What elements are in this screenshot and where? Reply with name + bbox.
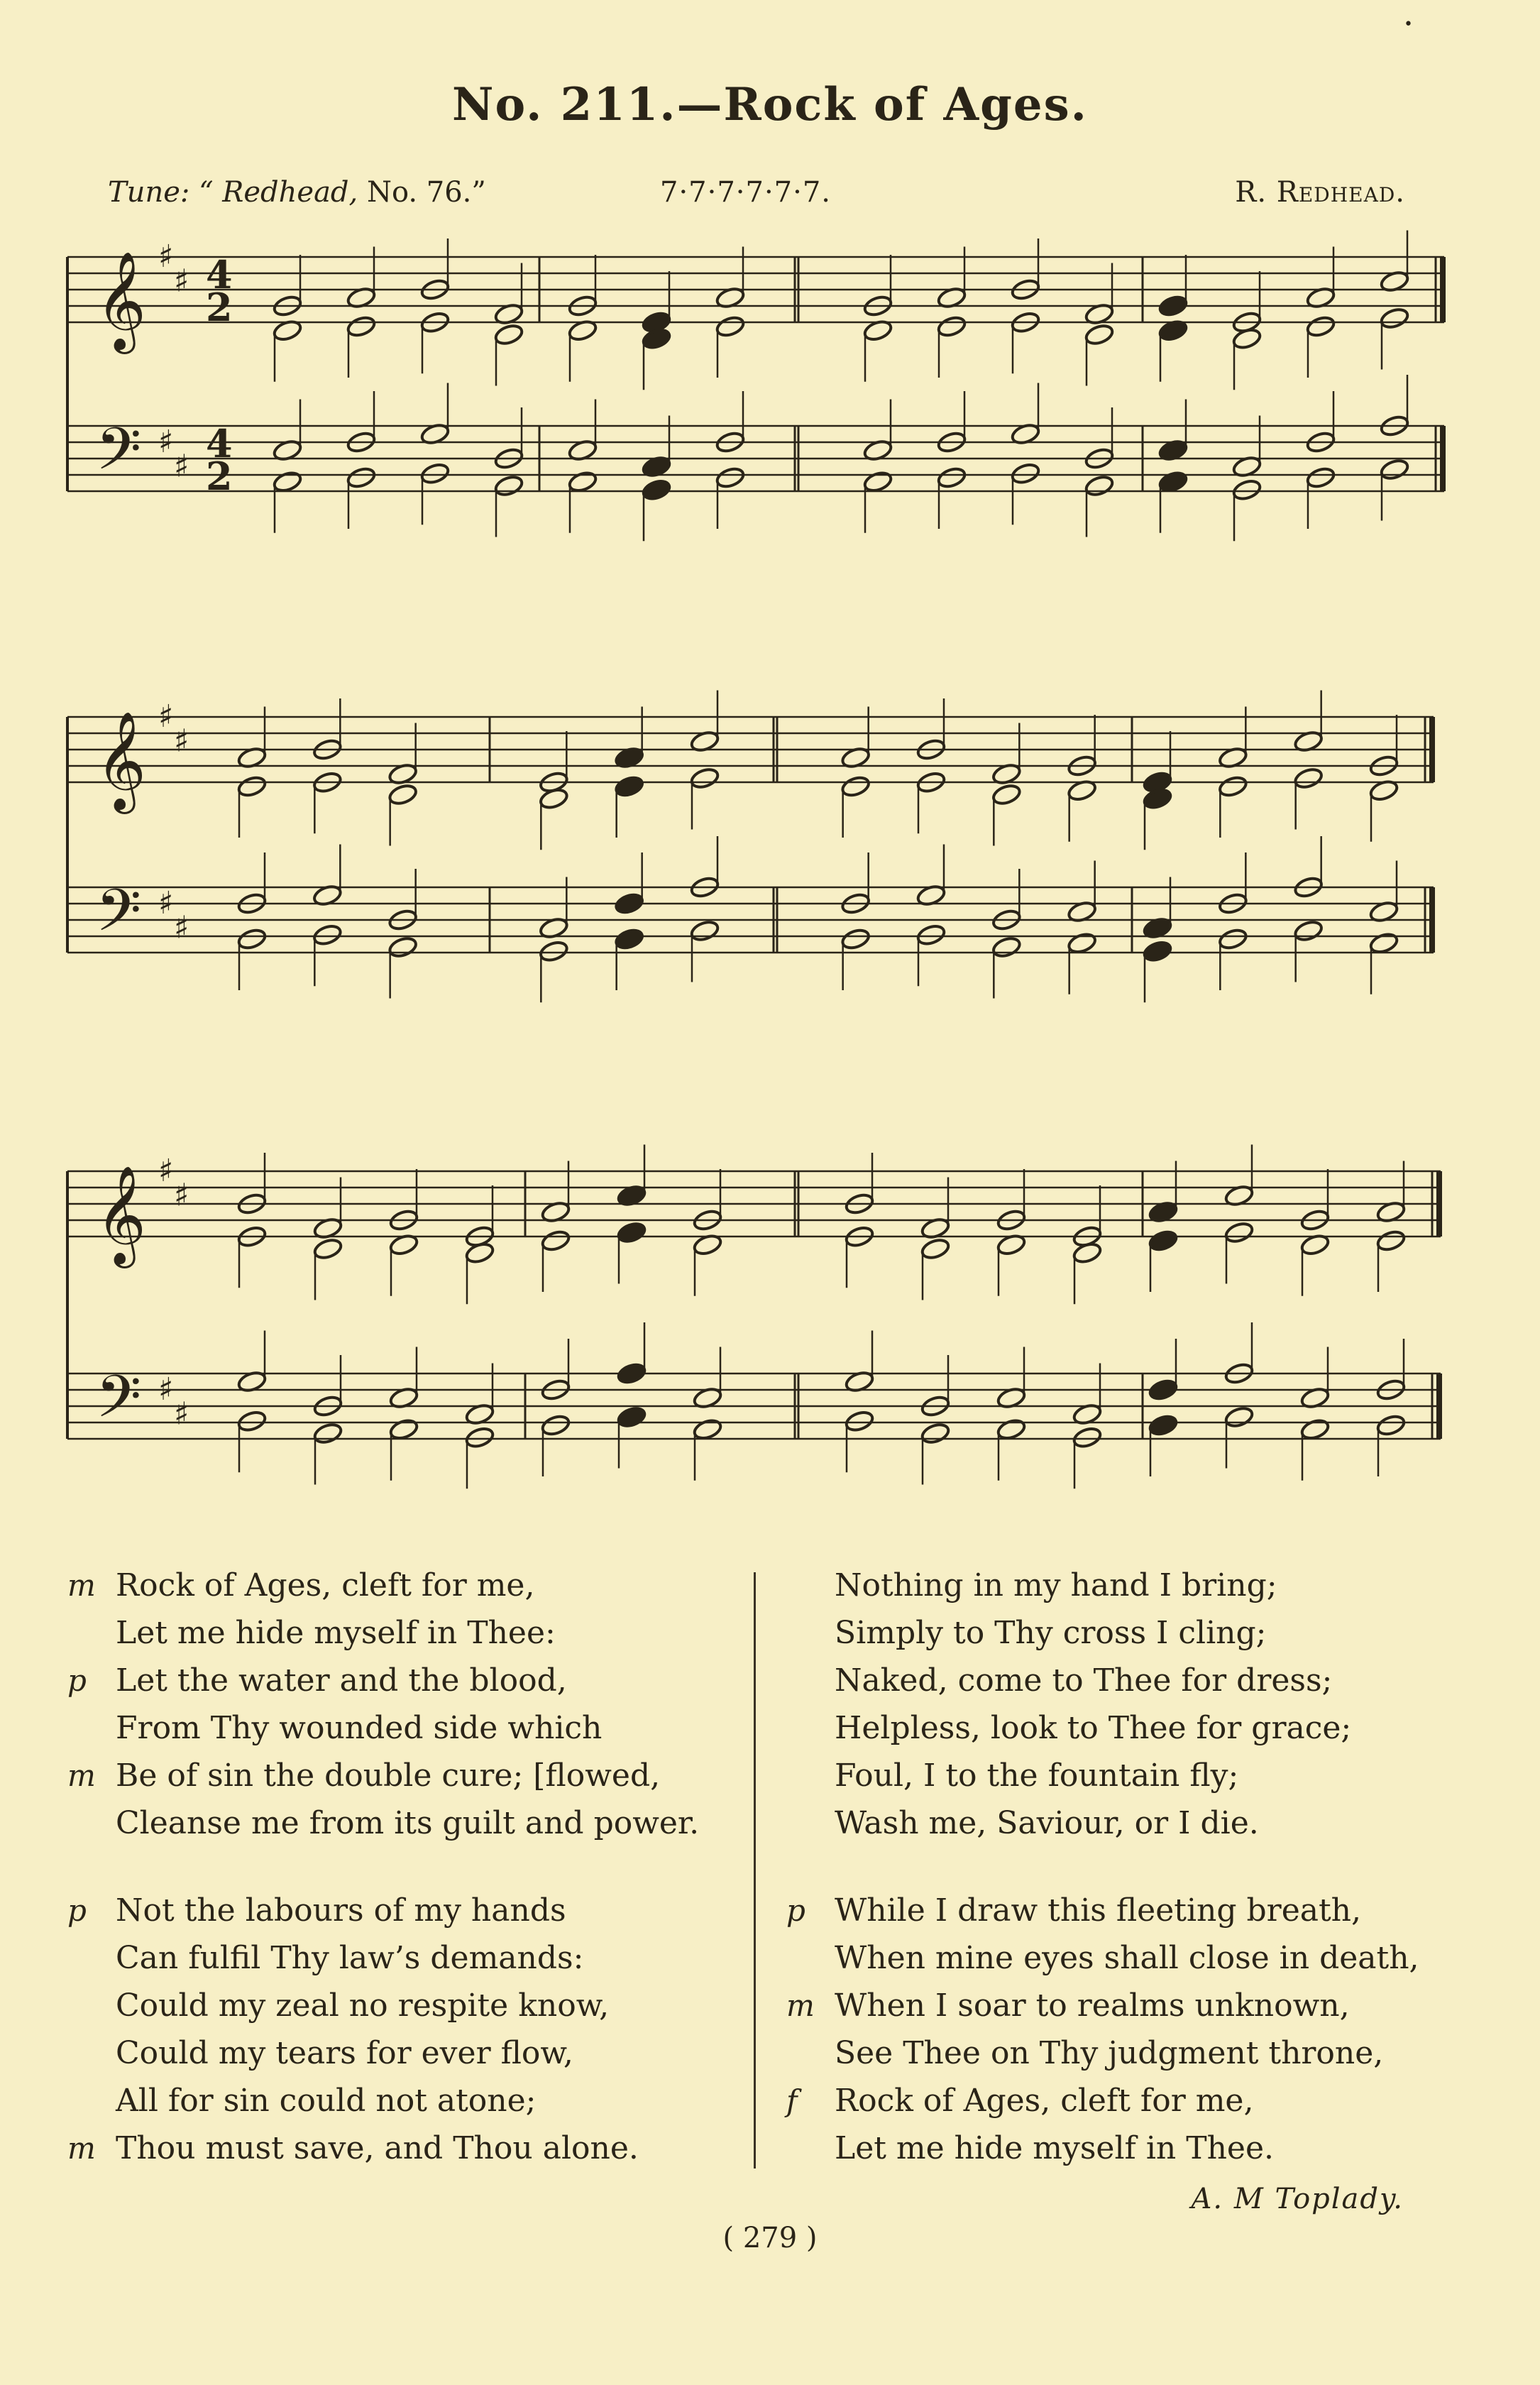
- verse-line: [786, 1562, 1468, 1609]
- note-head: [464, 1425, 495, 1449]
- final-barline: [1436, 1171, 1442, 1237]
- verse-line: [67, 1752, 749, 1799]
- sharp-sign: ♯: [174, 263, 189, 300]
- note-head: [1072, 1425, 1102, 1449]
- verse-text: Wash me, Saviour, or I die.: [835, 1805, 1259, 1841]
- note-head: [1223, 1405, 1254, 1430]
- note-head: [1157, 294, 1188, 318]
- verse-text: Rock of Ages, cleft for me,: [116, 1567, 535, 1603]
- note-head: [1299, 1418, 1330, 1442]
- verse-text: Naked, come to Thee for dress;: [835, 1662, 1333, 1699]
- note-head: [387, 783, 418, 807]
- note-head: [567, 470, 598, 494]
- verse-text: From Thy wounded side which: [116, 1710, 603, 1746]
- note-head: [1305, 466, 1336, 490]
- tune-name: “ Redhead,: [199, 176, 358, 209]
- note-head: [493, 323, 524, 347]
- verse-line: [786, 1887, 1468, 1934]
- note-head: [539, 939, 569, 963]
- note-head: [272, 470, 302, 494]
- bass-clef: 𝄢: [96, 876, 142, 959]
- verse-text: See Thee on Thy judgment throne,: [835, 2035, 1384, 2071]
- note-head: [1218, 774, 1248, 799]
- sharp-sign: ♯: [174, 723, 189, 760]
- note-head: [1084, 323, 1114, 347]
- note-head: [1379, 307, 1409, 331]
- note-head: [689, 767, 720, 791]
- verse-text: Foul, I to the fountain fly;: [835, 1758, 1239, 1794]
- note-head: [715, 314, 745, 339]
- tune-number: No. 76.”: [366, 176, 486, 209]
- verse-line: [786, 1982, 1468, 2029]
- note-head: [616, 1361, 647, 1386]
- final-barline: [1436, 1374, 1442, 1439]
- note-head: [689, 919, 720, 943]
- tune-label: Tune:: [108, 176, 190, 209]
- dynamic-marking: p: [786, 1893, 805, 1928]
- tune-meter: 7·7·7·7·7·7.: [660, 176, 831, 209]
- page-number: ( 279 ): [722, 2222, 818, 2254]
- note-head: [1148, 1229, 1178, 1253]
- note-head: [915, 923, 946, 947]
- verse-line: [67, 1562, 749, 1609]
- sharp-sign: ♯: [174, 1177, 189, 1214]
- verse-text: Cleanse me from its guilt and power.: [116, 1805, 700, 1841]
- dynamic-marking: m: [786, 1988, 815, 2023]
- verse-text: Can fulfil Thy law’s demands:: [116, 1940, 584, 1976]
- note-head: [840, 774, 871, 799]
- final-barline: [1429, 887, 1435, 953]
- verse-line: [786, 2077, 1468, 2124]
- dynamic-marking: f: [786, 2083, 798, 2118]
- note-head: [616, 1221, 647, 1245]
- note-head: [387, 936, 418, 960]
- note-head: [1293, 767, 1324, 791]
- dynamic-marking: p: [67, 1893, 87, 1928]
- note-head: [1148, 1413, 1178, 1437]
- note-head: [614, 927, 644, 951]
- note-head: [312, 1237, 343, 1261]
- sharp-sign: ♯: [174, 1396, 189, 1432]
- note-head: [1067, 931, 1097, 955]
- sharp-sign: ♯: [158, 238, 174, 275]
- verse-text: While I draw this fleeting breath,: [835, 1892, 1361, 1929]
- verse-column-right: [786, 1562, 1468, 2212]
- sharp-sign: ♯: [158, 885, 174, 921]
- note-head: [616, 1405, 647, 1430]
- verses: [0, 1562, 1540, 2200]
- sharp-sign: ♯: [174, 909, 189, 946]
- verse-text: Let me hide myself in Thee.: [835, 2130, 1274, 2166]
- dynamic-marking: m: [67, 1758, 96, 1793]
- stanza: [67, 1562, 749, 1847]
- note-head: [996, 1418, 1026, 1442]
- note-head: [641, 478, 671, 502]
- verse-text: Helpless, look to Thee for grace;: [835, 1710, 1352, 1746]
- note-head: [236, 927, 267, 951]
- verse-line: [786, 1799, 1468, 1847]
- sharp-sign: ♯: [158, 424, 174, 460]
- verse-line: [67, 2077, 749, 2124]
- note-head: [614, 774, 644, 799]
- note-head: [1223, 1221, 1254, 1245]
- note-head: [312, 1422, 343, 1446]
- note-head: [920, 1237, 950, 1261]
- verse-line: [786, 1657, 1468, 1704]
- note-head: [1368, 931, 1399, 955]
- note-head: [840, 927, 871, 951]
- stanza: [786, 1562, 1468, 1847]
- final-barline: [1440, 426, 1446, 491]
- corner-mark: •: [1404, 16, 1413, 33]
- sharp-sign: ♯: [158, 698, 174, 735]
- verse-line: [67, 1657, 749, 1704]
- verse-text: Let the water and the blood,: [116, 1662, 567, 1699]
- note-head: [1010, 461, 1040, 486]
- note-head: [844, 1409, 874, 1433]
- dynamic-marking: m: [67, 1568, 96, 1603]
- note-head: [1305, 314, 1336, 339]
- verse-line: [67, 1609, 749, 1657]
- verse-column-left: [67, 1562, 749, 2212]
- verse-line: [786, 1752, 1468, 1799]
- treble-clef: 𝄞: [96, 711, 146, 810]
- note-head: [1148, 1378, 1178, 1402]
- bass-clef: 𝄢: [96, 1362, 142, 1445]
- note-head: [419, 461, 450, 486]
- sharp-sign: ♯: [158, 1153, 174, 1189]
- verse-text: Not the labours of my hands: [116, 1892, 566, 1929]
- verse-line: [67, 1887, 749, 1934]
- note-head: [540, 1229, 571, 1253]
- time-signature-top: 4: [206, 421, 233, 466]
- verse-text: Be of sin the double cure; [flowed,: [116, 1758, 661, 1794]
- note-head: [1293, 919, 1324, 943]
- hymn-title: No. 211.—Rock of Ages.: [452, 78, 1088, 131]
- bass-clef: 𝄢: [96, 415, 142, 498]
- note-head: [715, 466, 745, 490]
- note-head: [236, 1409, 267, 1433]
- verse-line: [67, 1934, 749, 1982]
- dynamic-marking: m: [67, 2131, 96, 2166]
- note-head: [936, 466, 967, 490]
- final-barline: [1429, 717, 1435, 782]
- verse-text: Rock of Ages, cleft for me,: [835, 2083, 1254, 2119]
- final-barline: [1440, 257, 1446, 322]
- verse-line: [67, 2029, 749, 2077]
- note-head: [920, 1422, 950, 1446]
- note-head: [236, 774, 267, 799]
- time-signature-top: 4: [206, 252, 233, 297]
- treble-clef: 𝄞: [96, 1166, 146, 1264]
- verse-text: All for sin could not atone;: [116, 2083, 537, 2119]
- verse-text: Nothing in my hand I bring;: [835, 1567, 1277, 1603]
- verse-text: When mine eyes shall close in death,: [835, 1940, 1419, 1976]
- author: A. M Toplady.: [1191, 2183, 1404, 2215]
- time-signature-bottom: 2: [206, 454, 233, 499]
- note-head: [991, 936, 1022, 960]
- stanza: [786, 1887, 1468, 2172]
- verse-line: [786, 2029, 1468, 2077]
- time-signature-bottom: 2: [206, 285, 233, 330]
- note-head: [1375, 1229, 1406, 1253]
- note-head: [862, 470, 893, 494]
- note-head: [1142, 939, 1172, 963]
- verse-line: [786, 1704, 1468, 1752]
- note-head: [346, 314, 376, 339]
- verse-line: [67, 1704, 749, 1752]
- sharp-sign: ♯: [158, 1371, 174, 1408]
- note-head: [936, 314, 967, 339]
- note-head: [1218, 927, 1248, 951]
- treble-clef: 𝄞: [96, 251, 146, 350]
- note-head: [493, 474, 524, 498]
- note-head: [312, 923, 343, 947]
- note-head: [1157, 470, 1188, 494]
- note-head: [346, 466, 376, 490]
- verse-line: [786, 1934, 1468, 1982]
- note-head: [991, 783, 1022, 807]
- verse-text: Could my zeal no respite know,: [116, 1988, 610, 2024]
- note-head: [1231, 478, 1262, 502]
- verse-line: [67, 1982, 749, 2029]
- note-head: [540, 1413, 571, 1437]
- dynamic-marking: p: [67, 1663, 87, 1698]
- note-head: [388, 1418, 419, 1442]
- note-head: [1375, 1413, 1406, 1437]
- note-head: [692, 1418, 722, 1442]
- stanza: [67, 1887, 749, 2172]
- verse-text: Thou must save, and Thou alone.: [116, 2130, 639, 2166]
- tune-composer: R. Redhead.: [1235, 176, 1405, 209]
- verse-text: Could my tears for ever flow,: [116, 2035, 573, 2071]
- verse-line: [786, 2124, 1468, 2172]
- verse-text: Let me hide myself in Thee:: [116, 1615, 556, 1651]
- sharp-sign: ♯: [174, 448, 189, 485]
- note-head: [614, 892, 644, 916]
- verse-line: [786, 1609, 1468, 1657]
- verse-line: [67, 1799, 749, 1847]
- verse-text: Simply to Thy cross I cling;: [835, 1615, 1267, 1651]
- verse-line: [67, 2124, 749, 2172]
- note-head: [1379, 458, 1409, 482]
- note-head: [1084, 474, 1114, 498]
- verse-text: When I soar to realms unknown,: [835, 1988, 1350, 2024]
